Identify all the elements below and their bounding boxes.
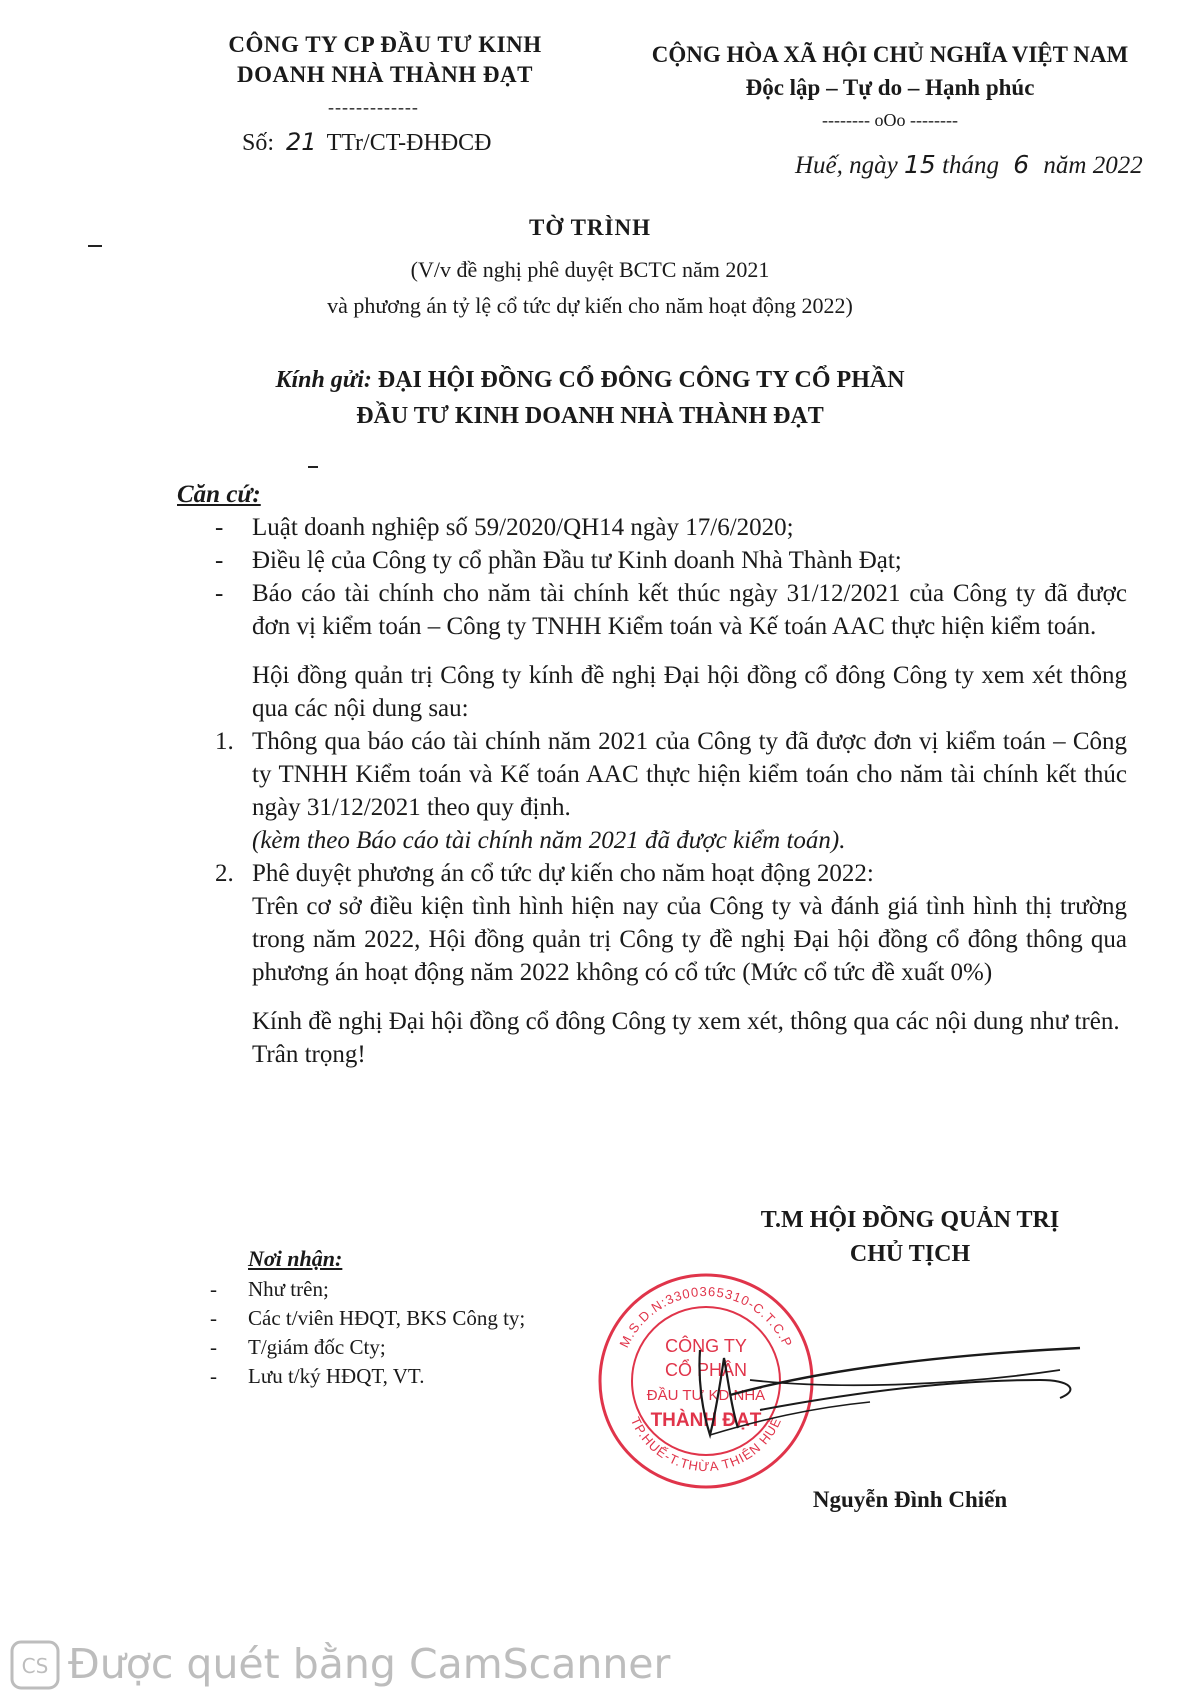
date-day: 15: [904, 150, 936, 179]
document-title: TỜ TRÌNH: [529, 215, 651, 240]
document-number: [242, 128, 492, 157]
regards: Trân trọng!: [252, 1041, 366, 1068]
subject-line2: và phương án tỷ lệ cổ tức dự kiến cho năm hoạt động 2022): [327, 293, 853, 318]
stamp-ring-bottom: TP.HUẾ-T.THỪA THIÊN HUẾ: [627, 1414, 785, 1475]
recipient-item-text: T/giám đốc Cty;: [248, 1335, 386, 1359]
recipient-item: - Các t/viên HĐQT, BKS Công ty;: [210, 1306, 526, 1330]
proposal-number: 1.: [215, 728, 234, 755]
addressee-name-line2: ĐẦU TƯ KINH DOANH NHÀ THÀNH ĐẠT: [356, 403, 824, 429]
signer-position: CHỦ TỊCH: [849, 1241, 971, 1267]
company-name: [175, 30, 595, 90]
signature-block-title: [700, 1203, 1120, 1271]
camscanner-watermark: Được quét bằng CamScanner: [68, 1640, 671, 1688]
on-behalf-of: T.M HỘI ĐỒNG QUẢN TRỊ: [760, 1207, 1060, 1233]
closing-paragraph: Kính đề nghị Đại hội đồng cổ đông Công ty xem xét, thông qua các nội dung như trên.: [252, 1008, 1120, 1035]
basis-item-text: Luật doanh nghiệp số 59/2020/QH14 ngày 17/6/2020;: [252, 514, 794, 541]
basis-heading: Căn cứ:: [177, 481, 261, 508]
document-body: [177, 478, 1127, 1071]
addressee: [0, 362, 1180, 434]
stamp-line4: THÀNH ĐẠT: [650, 1410, 762, 1431]
header-separator-right: -------- oOo --------: [822, 110, 958, 130]
intro-paragraph: Hội đồng quản trị Công ty kính đề nghị Đại hội đồng cổ đông Công ty xem xét thông qua các nội dung sau:: [252, 662, 1127, 722]
scan-mark: [88, 245, 102, 247]
date-year: năm 2022: [1043, 152, 1143, 179]
proposal-item-1: [177, 725, 1127, 857]
recipients-list: [210, 1244, 630, 1391]
company-name-line2: DOANH NHÀ THÀNH ĐẠT: [237, 62, 533, 87]
stamp-line3: ĐẦU TƯ KD NHÀ: [646, 1387, 766, 1404]
proposal-note: (kèm theo Báo cáo tài chính năm 2021 đã được kiểm toán).: [252, 827, 846, 854]
recipient-item-text: Lưu t/ký HĐQT, VT.: [248, 1364, 425, 1388]
date-prefix: Huế, ngày: [795, 152, 898, 179]
recipient-item: - Lưu t/ký HĐQT, VT.: [210, 1364, 425, 1388]
recipient-item: - Như trên;: [210, 1277, 329, 1301]
national-title: CỘNG HÒA XÃ HỘI CHỦ NGHĨA VIỆT NAM: [651, 42, 1129, 67]
date-month-label: tháng: [942, 152, 1000, 179]
stamp-line1: CÔNG TY: [665, 1336, 747, 1356]
basis-item: - Luật doanh nghiệp số 59/2020/QH14 ngày 17/6/2020;: [215, 514, 794, 541]
proposal-number: 2.: [215, 860, 234, 887]
addressee-name-line1: ĐẠI HỘI ĐỒNG CỔ ĐÔNG CÔNG TY CỔ PHẦN: [377, 367, 905, 393]
header-separator-left: -------------: [328, 97, 419, 117]
company-name-line1: CÔNG TY CP ĐẦU TƯ KINH: [228, 32, 542, 57]
recipient-item-text: Như trên;: [248, 1277, 329, 1301]
stamp-ring-top: M.S.D.N:3300365310-C.T.C.P: [616, 1283, 796, 1350]
addressee-label: Kính gửi:: [275, 367, 372, 393]
document-number-prefix: Số:: [242, 130, 275, 156]
proposal-text: Phê duyệt phương án cổ tức dự kiến cho năm hoạt động 2022:: [252, 860, 874, 887]
scan-mark: [308, 466, 318, 468]
basis-item: - Báo cáo tài chính cho năm tài chính kết thúc ngày 31/12/2021 của Công ty đã được đơn vị kiểm toán – Công ty TNHH Kiểm toán và Kế toán AAC thực hiện kiểm toán.: [215, 580, 1127, 640]
proposal-item-2: [177, 857, 1127, 989]
national-motto: Độc lập – Tự do – Hạnh phúc: [745, 75, 1035, 100]
recipient-item: - T/giám đốc Cty;: [210, 1335, 386, 1359]
date-month: 6: [1013, 150, 1030, 179]
recipients-heading: Nơi nhận:: [248, 1246, 343, 1271]
recipient-item-text: Các t/viên HĐQT, BKS Công ty;: [248, 1306, 526, 1330]
proposal-detail: Trên cơ sở điều kiện tình hình hiện nay của Công ty và đánh giá tình hình thị trường trong năm 2022, Hội đồng quản trị Công ty đề nghị Đại hội đồng cổ đông thông qua phương án hoạt động năm 2022 không có cổ tức (Mức cổ tức đề xuất 0%): [252, 893, 1127, 986]
basis-item: - Điều lệ của Công ty cổ phần Đầu tư Kinh doanh Nhà Thành Đạt;: [215, 547, 902, 574]
handwritten-signature: [640, 1310, 1110, 1460]
addressee-line1: [0, 362, 1180, 398]
document-date: [795, 150, 1143, 180]
basis-item-text: Báo cáo tài chính cho năm tài chính kết thúc ngày 31/12/2021 của Công ty đã được đơn vị kiểm toán – Công ty TNHH Kiểm toán và Kế toán AAC thực hiện kiểm toán.: [252, 580, 1127, 640]
document-number-suffix: TTr/CT-ĐHĐCĐ: [326, 130, 492, 156]
subject-line1: (V/v đề nghị phê duyệt BCTC năm 2021: [410, 257, 770, 282]
document-subject: [0, 252, 1180, 324]
basis-item-text: Điều lệ của Công ty cổ phần Đầu tư Kinh doanh Nhà Thành Đạt;: [252, 547, 902, 574]
national-header: [620, 38, 1160, 137]
signer-name: Nguyễn Đình Chiến: [812, 1487, 1008, 1512]
proposal-text: Thông qua báo cáo tài chính năm 2021 của Công ty đã được đơn vị kiểm toán – Công ty TNHH Kiểm toán và Kế toán AAC thực hiện kiểm toán cho năm tài chính kết thúc ngày 31/12/2021 theo quy định.: [252, 728, 1127, 821]
stamp-line2: CỔ PHẦN: [664, 1360, 748, 1380]
camscanner-logo-text: CS: [21, 1654, 49, 1678]
document-number-value: 21: [286, 128, 317, 156]
camscanner-logo-icon: [10, 1640, 60, 1690]
